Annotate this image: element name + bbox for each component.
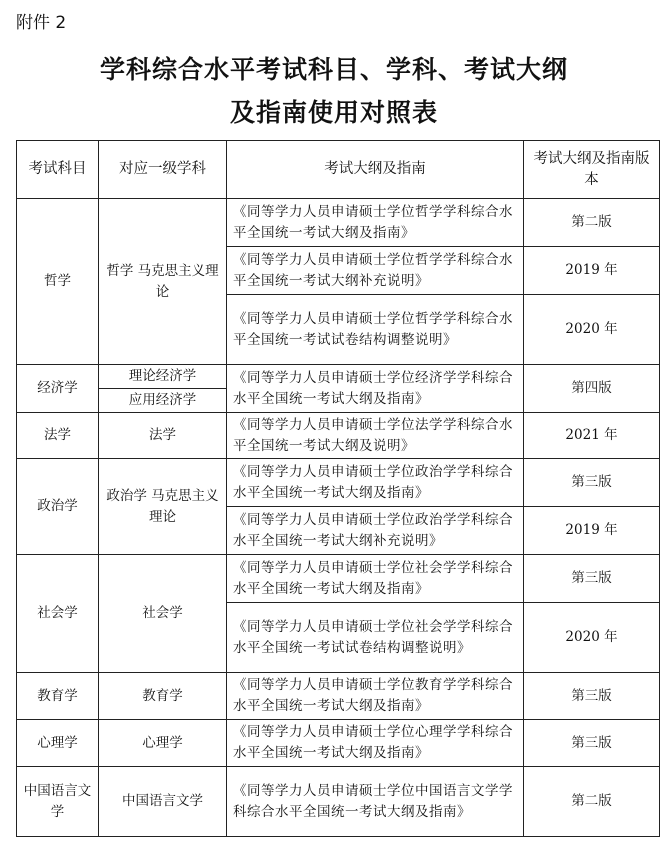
edition-cell: 2020 年 — [524, 603, 660, 673]
guide-cell: 《同等学力人员申请硕士学位社会学学科综合水平全国统一考试试卷结构调整说明》 — [227, 603, 524, 673]
edition-cell: 第二版 — [524, 199, 660, 247]
table-header-row — [17, 141, 660, 199]
header-subject: 考试科目 — [17, 141, 99, 199]
guide-cell: 《同等学力人员申请硕士学位社会学学科综合水平全国统一考试大纲及指南》 — [227, 555, 524, 603]
table-row — [17, 413, 660, 459]
table-row — [17, 767, 660, 837]
subject-cell: 法学 — [17, 413, 99, 459]
table-row — [17, 199, 660, 247]
guide-cell: 《同等学力人员申请硕士学位政治学学科综合水平全国统一考试大纲补充说明》 — [227, 507, 524, 555]
discipline-cell: 中国语言文学 — [99, 767, 227, 837]
table-row — [17, 365, 660, 389]
table-row — [17, 673, 660, 720]
guide-cell: 《同等学力人员申请硕士学位中国语言文学学科综合水平全国统一考试大纲及指南》 — [227, 767, 524, 837]
table-row — [17, 555, 660, 603]
edition-cell: 2020 年 — [524, 295, 660, 365]
discipline-cell: 心理学 — [99, 720, 227, 767]
comparison-table — [16, 140, 660, 837]
edition-cell: 第二版 — [524, 767, 660, 837]
guide-cell: 《同等学力人员申请硕士学位政治学学科综合水平全国统一考试大纲及指南》 — [227, 459, 524, 507]
edition-cell: 2021 年 — [524, 413, 660, 459]
discipline-cell: 政治学 马克思主义理论 — [99, 459, 227, 555]
edition-cell: 第四版 — [524, 365, 660, 413]
document-title-line-2: 及指南使用对照表 — [229, 98, 438, 127]
guide-cell: 《同等学力人员申请硕士学位法学学科综合水平全国统一考试大纲及说明》 — [227, 413, 524, 459]
discipline-cell: 理论经济学 — [99, 365, 227, 389]
guide-cell: 《同等学力人员申请硕士学位哲学学科综合水平全国统一考试大纲及指南》 — [227, 199, 524, 247]
subject-cell: 教育学 — [17, 673, 99, 720]
edition-cell: 第三版 — [524, 720, 660, 767]
discipline-cell: 哲学 马克思主义理论 — [99, 199, 227, 365]
subject-cell: 经济学 — [17, 365, 99, 413]
edition-cell: 2019 年 — [524, 247, 660, 295]
discipline-cell: 教育学 — [99, 673, 227, 720]
guide-cell: 《同等学力人员申请硕士学位心理学学科综合水平全国统一考试大纲及指南》 — [227, 720, 524, 767]
header-discipline: 对应一级学科 — [99, 141, 227, 199]
guide-cell: 《同等学力人员申请硕士学位哲学学科综合水平全国统一考试大纲补充说明》 — [227, 247, 524, 295]
subject-cell: 政治学 — [17, 459, 99, 555]
edition-cell: 第三版 — [524, 459, 660, 507]
discipline-cell: 社会学 — [99, 555, 227, 673]
discipline-cell: 应用经济学 — [99, 389, 227, 413]
header-edition: 考试大纲及指南版本 — [524, 141, 660, 199]
document-title-line-1: 学科综合水平考试科目、学科、考试大纲 — [99, 55, 568, 84]
subject-cell: 心理学 — [17, 720, 99, 767]
discipline-cell: 法学 — [99, 413, 227, 459]
guide-cell: 《同等学力人员申请硕士学位教育学学科综合水平全国统一考试大纲及指南》 — [227, 673, 524, 720]
guide-cell: 《同等学力人员申请硕士学位哲学学科综合水平全国统一考试试卷结构调整说明》 — [227, 295, 524, 365]
guide-cell: 《同等学力人员申请硕士学位经济学学科综合水平全国统一考试大纲及指南》 — [227, 365, 524, 413]
edition-cell: 第三版 — [524, 555, 660, 603]
subject-cell: 社会学 — [17, 555, 99, 673]
header-guide: 考试大纲及指南 — [227, 141, 524, 199]
table-row — [17, 720, 660, 767]
edition-cell: 第三版 — [524, 673, 660, 720]
attachment-label: 附件 2 — [16, 13, 67, 33]
subject-cell: 哲学 — [17, 199, 99, 365]
edition-cell: 2019 年 — [524, 507, 660, 555]
table-row — [17, 459, 660, 507]
subject-cell: 中国语言文学 — [17, 767, 99, 837]
